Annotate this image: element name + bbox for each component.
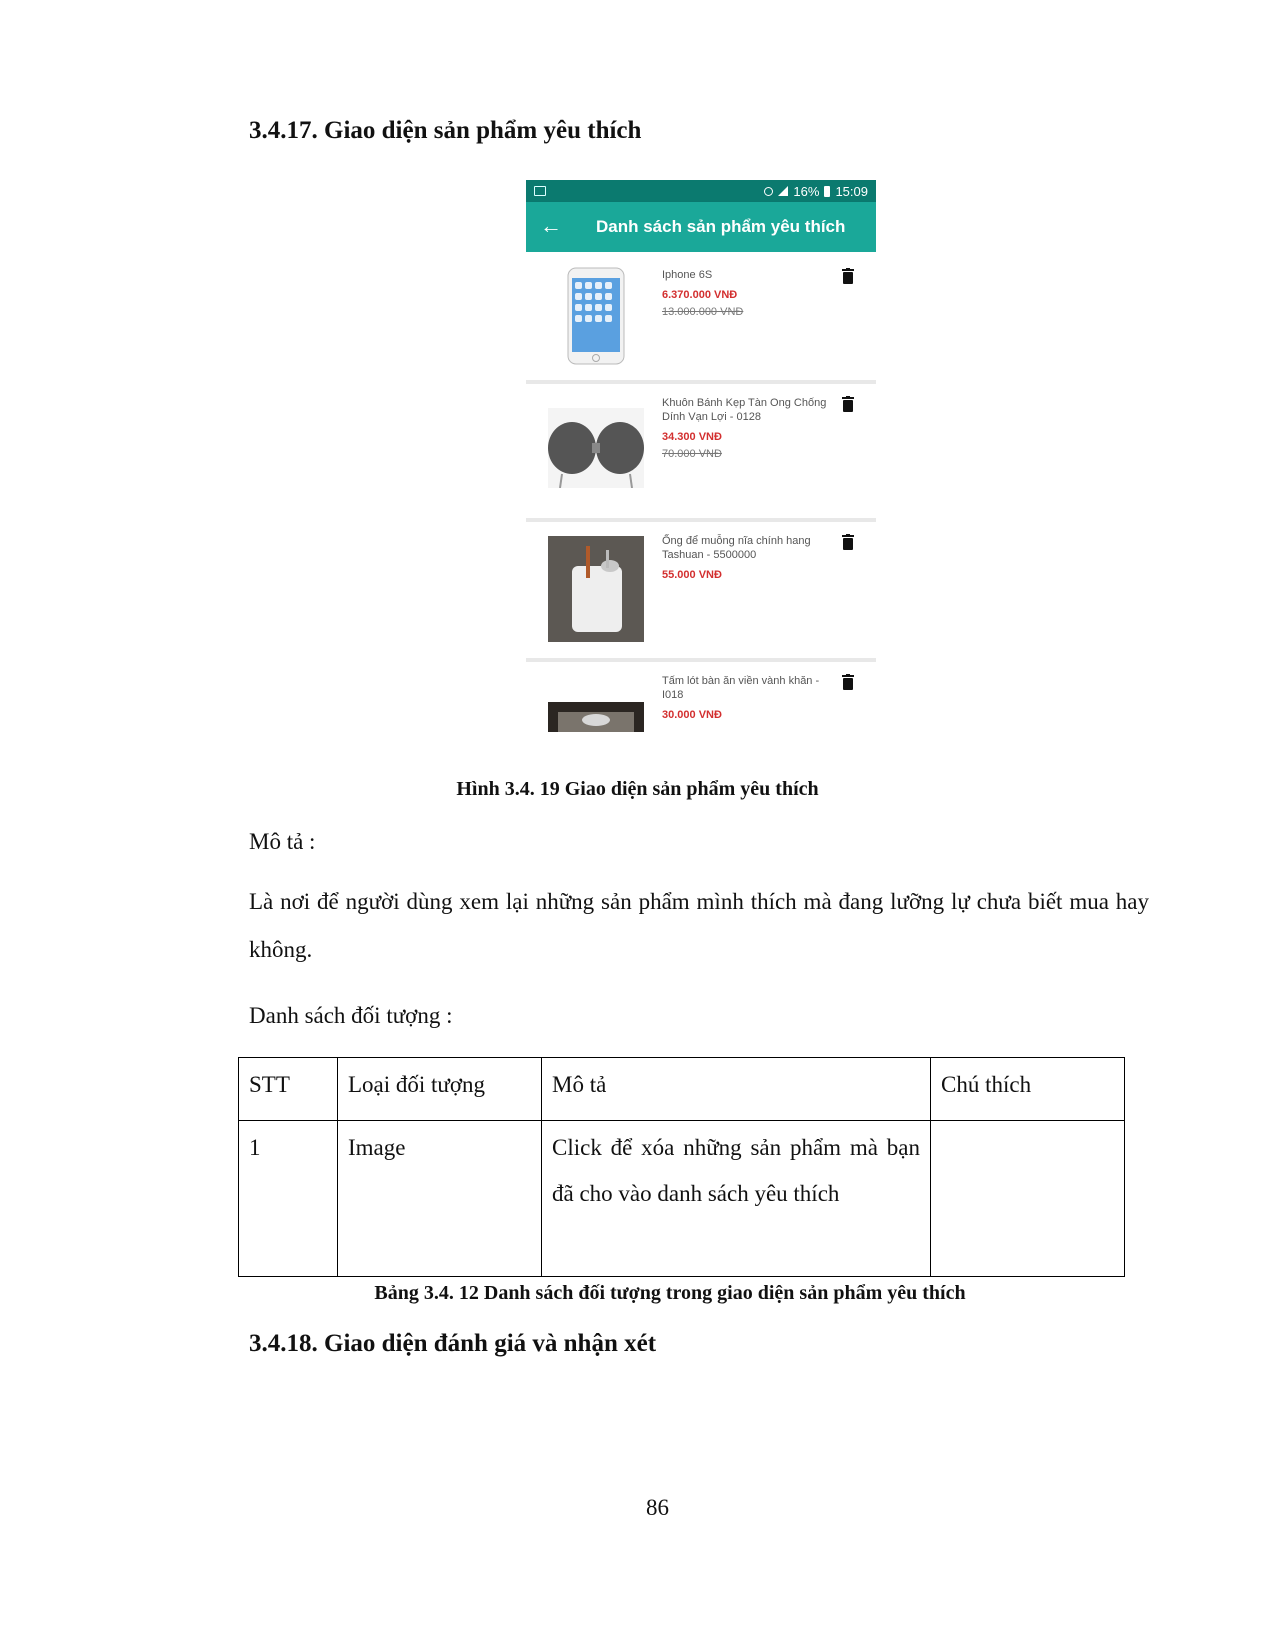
page-number: 86 xyxy=(646,1495,669,1520)
status-bar xyxy=(526,180,876,202)
notification-icon xyxy=(534,186,546,196)
table-header: Mô tả xyxy=(542,1058,931,1121)
trash-icon[interactable] xyxy=(842,674,854,690)
description-label: Mô tả : xyxy=(249,829,316,854)
placemat-thumbnail xyxy=(548,702,644,732)
objects-label: Danh sách đối tượng : xyxy=(249,1003,453,1028)
back-arrow-icon[interactable]: ← xyxy=(540,213,562,238)
battery-percent: 16% xyxy=(793,183,820,199)
product-old-price: 13.000.000 VNĐ xyxy=(662,306,744,318)
table-cell: 1 xyxy=(239,1121,338,1277)
product-name: Ống để muỗng nĩa chính hang Tashuan - 5500000 xyxy=(662,535,811,561)
trash-icon[interactable] xyxy=(842,268,854,284)
product-price: 34.300 VNĐ xyxy=(662,431,722,443)
product-price: 30.000 VNĐ xyxy=(662,709,722,721)
list-item[interactable] xyxy=(526,252,876,380)
table-caption: Bảng 3.4. 12 Danh sách đối tượng trong giao diện sản phẩm yêu thích xyxy=(374,1282,966,1304)
trash-icon[interactable] xyxy=(842,396,854,412)
product-name: Khuôn Bánh Kẹp Tàn Ong Chống Dính Vạn Lợi - 0128 xyxy=(662,397,827,423)
trash-icon[interactable] xyxy=(842,534,854,550)
waffle-mold-thumbnail xyxy=(548,408,644,488)
clock: 15:09 xyxy=(835,183,868,199)
table-cell: Image xyxy=(338,1121,542,1277)
table-cell xyxy=(931,1121,1125,1277)
section-heading: 3.4.17. Giao diện sản phẩm yêu thích xyxy=(249,117,642,144)
table-header-row xyxy=(239,1058,1125,1121)
list-item[interactable] xyxy=(526,662,876,748)
table-header: Chú thích xyxy=(931,1058,1125,1121)
product-price: 55.000 VNĐ xyxy=(662,569,722,581)
product-old-price: 70.000 VNĐ xyxy=(662,448,722,460)
section-heading: 3.4.18. Giao diện đánh giá và nhận xét xyxy=(249,1330,657,1357)
description-text: Là nơi để người dùng xem lại những sản phẩm mình thích mà đang lưỡng lự chưa biết mua hay không. xyxy=(249,889,1149,962)
signal-icon xyxy=(778,186,788,196)
table-header: Loại đối tượng xyxy=(338,1058,542,1121)
app-bar xyxy=(526,202,876,252)
figure-caption: Hình 3.4. 19 Giao diện sản phẩm yêu thích xyxy=(456,778,819,800)
phone-screenshot xyxy=(526,180,876,748)
list-item[interactable] xyxy=(526,384,876,518)
table-row xyxy=(239,1121,1125,1277)
product-name: Tấm lót bàn ăn viền vành khăn - I018 xyxy=(662,675,820,701)
alarm-icon xyxy=(764,187,773,196)
table-cell: Click để xóa những sản phẩm mà bạn đã cho vào danh sách yêu thích xyxy=(542,1121,931,1277)
battery-icon xyxy=(824,186,830,197)
utensil-holder-thumbnail xyxy=(548,536,644,642)
product-name: Iphone 6S xyxy=(662,269,713,281)
object-table xyxy=(238,1057,1125,1277)
product-price: 6.370.000 VNĐ xyxy=(662,289,738,301)
list-item[interactable] xyxy=(526,522,876,658)
iphone-thumbnail xyxy=(548,266,644,366)
table-header: STT xyxy=(239,1058,338,1121)
app-bar-title: Danh sách sản phẩm yêu thích xyxy=(596,217,846,236)
